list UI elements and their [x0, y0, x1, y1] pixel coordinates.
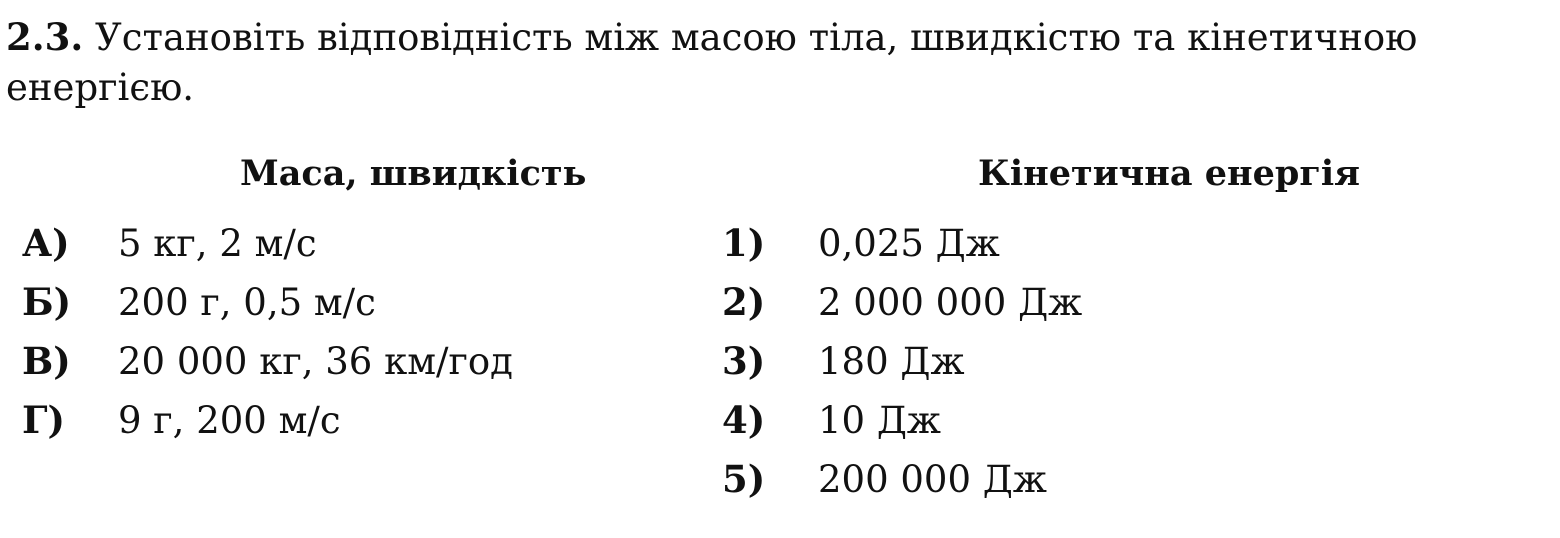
list-item [22, 395, 513, 454]
item-marker: 4) [722, 398, 766, 442]
mass-speed-list [22, 218, 513, 454]
item-marker: А) [22, 221, 70, 265]
kinetic-energy-list [722, 218, 1082, 513]
item-value: 200 000 Дж [818, 458, 1047, 501]
item-value: 200 г, 0,5 м/с [118, 281, 376, 324]
list-item [22, 336, 513, 395]
list-item [22, 277, 513, 336]
item-value: 10 Дж [818, 399, 941, 442]
list-item [722, 395, 1082, 454]
item-value: 20 000 кг, 36 км/год [118, 340, 513, 383]
list-item [722, 454, 1082, 513]
item-value: 5 кг, 2 м/с [118, 222, 317, 265]
task-text: Установіть відповідність між масою тіла, швидкістю та кінетичною енергією. [6, 16, 1418, 109]
item-marker: В) [22, 339, 71, 383]
right-column-header: Кінетична енергія [978, 153, 1360, 194]
item-value: 0,025 Дж [818, 222, 1000, 265]
item-marker: Г) [22, 398, 66, 442]
item-marker: 3) [722, 339, 766, 383]
left-column-header: Маса, швидкість [240, 153, 587, 194]
item-value: 2 000 000 Дж [818, 281, 1083, 324]
list-item [722, 218, 1082, 277]
list-item [722, 336, 1082, 395]
item-marker: 2) [722, 280, 766, 324]
item-marker: Б) [22, 280, 72, 324]
task-number: 2.3. [6, 15, 84, 59]
item-value: 180 Дж [818, 340, 965, 383]
list-item [722, 277, 1082, 336]
list-item [22, 218, 513, 277]
item-value: 9 г, 200 м/с [118, 399, 341, 442]
item-marker: 1) [722, 221, 766, 265]
item-marker: 5) [722, 457, 766, 501]
task-statement [6, 12, 1556, 113]
